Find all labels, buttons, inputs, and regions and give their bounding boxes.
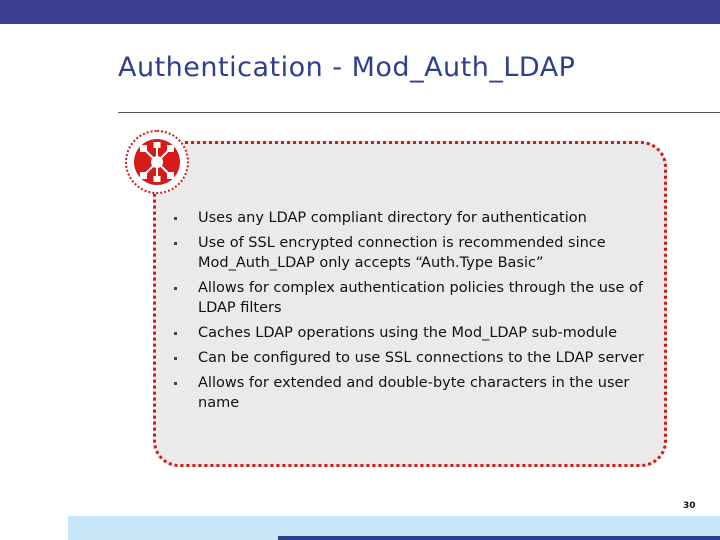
bullet-marker bbox=[174, 217, 177, 220]
bullet-text: Use of SSL encrypted connection is recommended since Mod_Auth_LDAP only accepts “Auth.Type Basic” bbox=[198, 235, 606, 271]
bullet-text: Uses any LDAP compliant directory for authentication bbox=[198, 210, 587, 226]
title-divider bbox=[118, 112, 720, 113]
bullet-text: Allows for extended and double-byte characters in the user name bbox=[198, 375, 630, 411]
bullet-text: Allows for complex authentication policies through the use of LDAP filters bbox=[198, 280, 643, 316]
list-item bbox=[174, 233, 644, 273]
bullet-marker bbox=[174, 287, 177, 290]
top-header-bar bbox=[0, 0, 720, 24]
list-item bbox=[174, 323, 644, 343]
bullet-text: Caches LDAP operations using the Mod_LDAP sub-module bbox=[198, 325, 618, 341]
footer-rule bbox=[278, 536, 720, 540]
list-item bbox=[174, 373, 644, 413]
bullet-list bbox=[174, 208, 644, 418]
bullet-marker bbox=[174, 242, 177, 245]
network-badge bbox=[125, 130, 189, 194]
page-number: 30 bbox=[683, 501, 696, 511]
slide-title: Authentication - Mod_Auth_LDAP bbox=[118, 52, 576, 83]
list-item bbox=[174, 278, 644, 318]
bullet-text: Can be configured to use SSL connections to the LDAP server bbox=[198, 350, 644, 366]
network-hub-icon bbox=[134, 139, 180, 185]
list-item bbox=[174, 348, 644, 368]
bullet-marker bbox=[174, 382, 177, 385]
list-item bbox=[174, 208, 644, 228]
bullet-marker bbox=[174, 357, 177, 360]
bullet-marker bbox=[174, 332, 177, 335]
